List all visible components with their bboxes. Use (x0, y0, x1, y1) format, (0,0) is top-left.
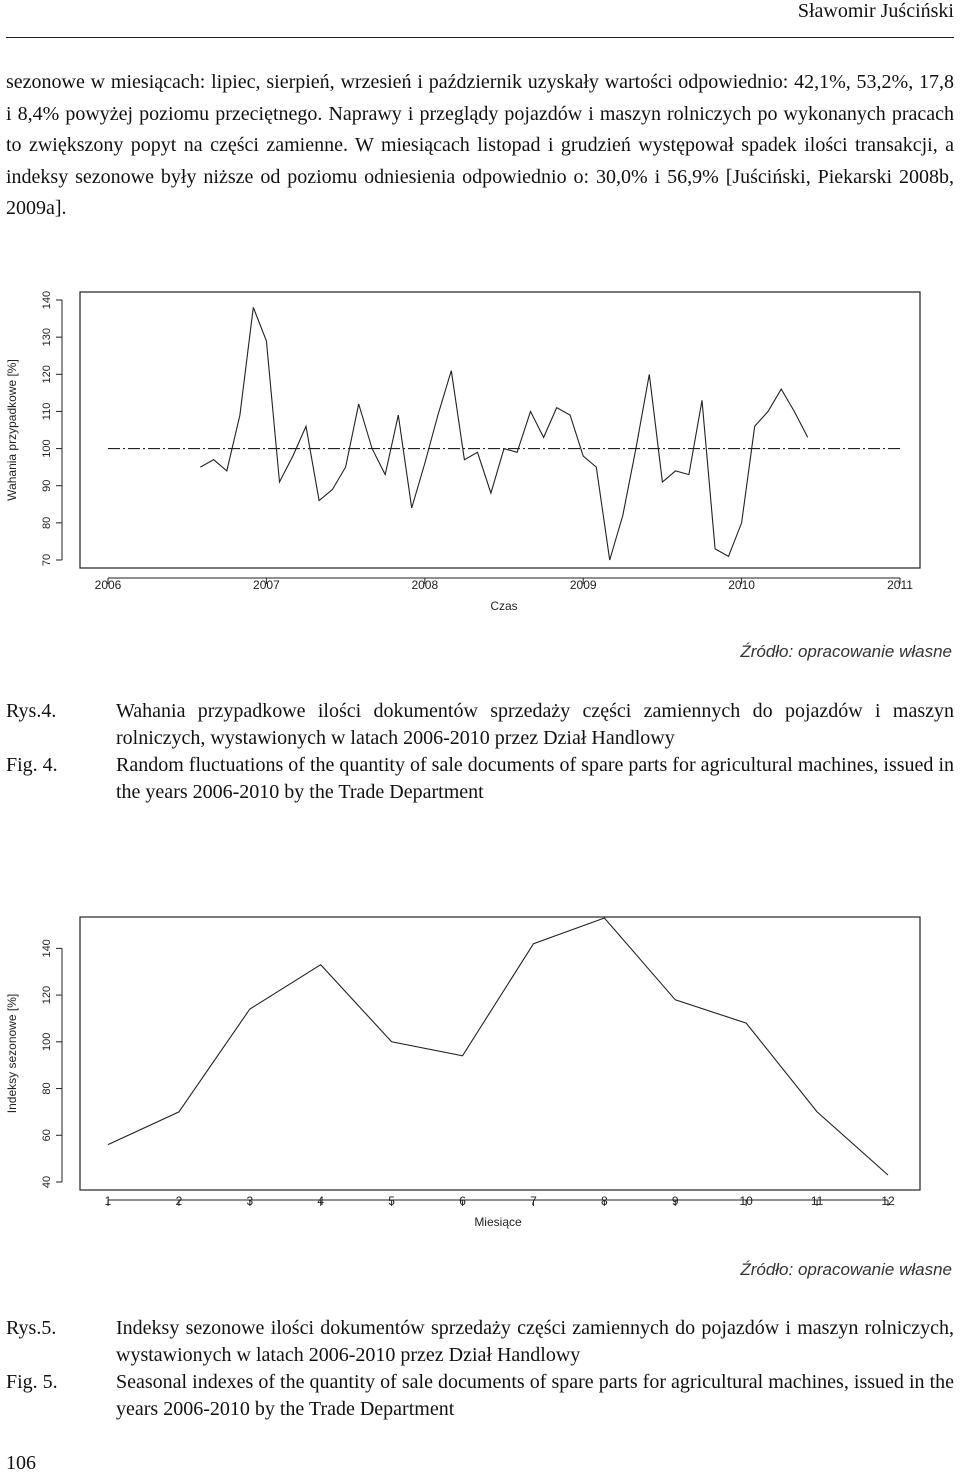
chart1-point-1 (199, 466, 201, 468)
chart2-xtick-label-5: 5 (388, 1194, 395, 1208)
chart1-point-24 (503, 447, 505, 449)
chart1-point-25 (516, 451, 518, 453)
figure4-chart (0, 283, 925, 623)
chart1-point-5 (252, 306, 254, 308)
figure4-label-en: Fig. 4. (6, 754, 58, 776)
chart1-point-22 (476, 451, 478, 453)
chart1-point-20 (450, 369, 452, 371)
figure5-chart (0, 900, 925, 1240)
chart1-point-8 (292, 455, 294, 457)
chart1-point-30 (582, 455, 584, 457)
chart1-point-40 (714, 548, 716, 550)
chart1-ytick-label-120: 120 (41, 365, 53, 384)
chart2-point-6 (461, 1055, 463, 1057)
chart1-ytick-label-140: 140 (41, 290, 53, 310)
chart2-xtick-label-10: 10 (739, 1194, 753, 1208)
chart1-series-line (200, 307, 807, 560)
chart1-ytick-label-130: 130 (41, 327, 53, 347)
chart1-xtick-label-2008: 2008 (411, 578, 439, 592)
chart1-point-17 (410, 507, 412, 509)
figure4-caption-text (116, 698, 954, 806)
chart1-point-13 (358, 403, 360, 405)
figure5-caption-pl: Indeksy sezonowe ilości dokumentów sprzedaży części zamiennych do pojazdów i maszyn rolniczych, wystawionych w latach 2006-2010 przez Dział Handlowy (116, 1317, 954, 1366)
chart2-ytick-label-60: 60 (41, 1129, 53, 1142)
chart2-point-10 (745, 1022, 747, 1024)
chart1-xtick-label-2011: 2011 (887, 578, 913, 592)
chart1-point-28 (556, 407, 558, 409)
chart1-point-9 (305, 425, 307, 427)
chart2-xtick-label-1: 1 (104, 1194, 112, 1208)
chart1-point-27 (542, 436, 544, 438)
figure5-chart-svg (0, 900, 925, 1240)
paragraph-text: sezonowe w miesiącach: lipiec, sierpień, wrzesień i październik uzyskały wartości odpowiednio: 42,1%, 53,2%, 17,8 i 8,4% powyżej poziomu przeciętnego. Naprawy i przeglądy pojazdów i maszyn rolniczych po wykonanych pracach to zwiększony popyt na części zamienne. W miesiącach listopad i grudzień występował spadek ilości transakcji, a indeksy sezonowe były niższe od poziomu odniesienia odpowiednio o: 30,0% i 56,9% [Juściński, Piekarski 2008b, 2009a]. (6, 71, 954, 220)
chart1-point-46 (793, 410, 795, 412)
chart2-xtick-label-4: 4 (317, 1194, 325, 1208)
chart1-point-14 (371, 447, 373, 449)
chart2-point-12 (887, 1174, 889, 1176)
chart2-ytick-label-120: 120 (41, 985, 53, 1005)
chart2-xtick-label-3: 3 (246, 1194, 254, 1208)
figure5-source: Źródło: opracowanie własne (740, 1260, 952, 1279)
chart1-point-21 (463, 459, 465, 461)
chart1-point-34 (635, 447, 637, 449)
chart2-xtick-label-2: 2 (175, 1194, 183, 1208)
chart1-point-38 (688, 473, 690, 475)
chart1-point-3 (226, 470, 228, 472)
chart1-point-45 (780, 388, 782, 390)
chart1-point-41 (727, 555, 729, 557)
chart2-xlabel: Miesiące (474, 1215, 522, 1229)
figure4-source: Źródło: opracowanie własne (740, 642, 952, 661)
chart2-plot-frame (80, 917, 920, 1190)
chart1-ytick-label-110: 110 (41, 402, 53, 421)
chart2-ytick-label-100: 100 (41, 1032, 53, 1051)
chart1-ytick-label-80: 80 (41, 516, 53, 529)
chart2-point-5 (390, 1041, 392, 1043)
chart1-point-32 (608, 559, 610, 561)
chart1-ytick-label-100: 100 (41, 439, 53, 458)
figure5-caption-en: Seasonal indexes of the quantity of sale documents of spare parts for agricultural machines, issued in the years 2006-2010 by the Trade Department (116, 1371, 954, 1420)
chart1-point-36 (661, 481, 663, 483)
chart1-point-47 (806, 436, 808, 438)
chart2-series-line (108, 918, 888, 1175)
chart1-point-4 (239, 414, 241, 416)
chart1-point-10 (318, 499, 320, 501)
figure4-caption-en: Random fluctuations of the quantity of sale documents of spare parts for agricultural machines, issued in the years 2006-2010 by the Trade Department (116, 754, 954, 803)
chart2-ytick-label-80: 80 (41, 1082, 53, 1095)
chart1-ytick-label-90: 90 (41, 479, 53, 492)
chart1-point-39 (701, 399, 703, 401)
page-number: 106 (6, 1452, 36, 1474)
chart1-point-15 (384, 473, 386, 475)
chart2-xtick-label-6: 6 (459, 1194, 466, 1208)
chart1-xlabel: Czas (490, 599, 518, 613)
chart1-point-35 (648, 373, 650, 375)
chart1-point-6 (265, 340, 267, 342)
figure5-label-pl: Rys.5. (6, 1317, 57, 1339)
chart1-xtick-label-2009: 2009 (569, 578, 597, 592)
chart1-plot-frame (80, 292, 920, 568)
chart2-point-11 (816, 1111, 818, 1113)
chart1-point-11 (331, 488, 333, 490)
chart2-point-7 (532, 942, 534, 944)
chart2-ytick-label-40: 40 (41, 1175, 53, 1189)
chart2-ylabel: Indeksy sezonowe [%] (5, 993, 19, 1114)
chart1-ytick-label-70: 70 (41, 553, 53, 567)
chart1-point-19 (437, 414, 439, 416)
chart1-xtick-label-2006: 2006 (94, 578, 122, 592)
chart2-xtick-label-8: 8 (601, 1194, 608, 1208)
figure4-caption-pl: Wahania przypadkowe ilości dokumentów sprzedaży części zamiennych do pojazdów i maszyn rolniczych, wystawionych w latach 2006-2010 przez Dział Handlowy (116, 700, 954, 749)
chart1-point-31 (595, 466, 597, 468)
chart1-xtick-label-2010: 2010 (728, 578, 755, 592)
running-header-author: Sławomir Juściński (797, 0, 954, 22)
figure5-caption (6, 1315, 954, 1423)
chart2-xtick-label-9: 9 (671, 1194, 679, 1208)
body-paragraph (6, 67, 954, 225)
chart1-point-16 (397, 414, 399, 416)
chart1-point-42 (740, 522, 742, 524)
figure5-caption-text (116, 1315, 954, 1423)
chart2-point-9 (674, 999, 676, 1001)
header-rule (6, 37, 954, 38)
chart1-point-23 (490, 492, 492, 494)
chart1-point-26 (529, 410, 531, 412)
chart2-xtick-label-7: 7 (530, 1194, 537, 1208)
chart1-point-29 (569, 414, 571, 416)
figure4-label-pl: Rys.4. (6, 700, 57, 722)
figure5-label-en: Fig. 5. (6, 1371, 58, 1393)
figure5-labels (6, 1315, 106, 1423)
chart2-point-4 (320, 964, 322, 966)
chart1-point-44 (767, 410, 769, 412)
figure4-labels (6, 698, 106, 806)
chart2-ytick-label-140: 140 (41, 939, 53, 958)
chart2-point-1 (107, 1143, 109, 1145)
chart1-point-18 (424, 462, 426, 464)
figure4-chart-svg (0, 283, 925, 623)
chart1-ylabel: Wahania przypadkowe [%] (5, 359, 19, 501)
chart2-xtick-label-11: 11 (810, 1194, 824, 1208)
chart2-point-3 (249, 1008, 251, 1010)
chart1-xtick-label-2007: 2007 (253, 578, 280, 592)
chart1-point-37 (674, 470, 676, 472)
chart1-point-2 (212, 459, 214, 461)
chart1-point-33 (622, 514, 624, 516)
chart2-point-8 (603, 917, 605, 919)
chart2-point-2 (178, 1111, 180, 1113)
figure4-caption (6, 698, 954, 806)
chart2-xtick-label-12: 12 (881, 1194, 895, 1208)
chart1-point-7 (278, 481, 280, 483)
chart1-point-43 (754, 425, 756, 427)
chart1-point-12 (344, 466, 346, 468)
